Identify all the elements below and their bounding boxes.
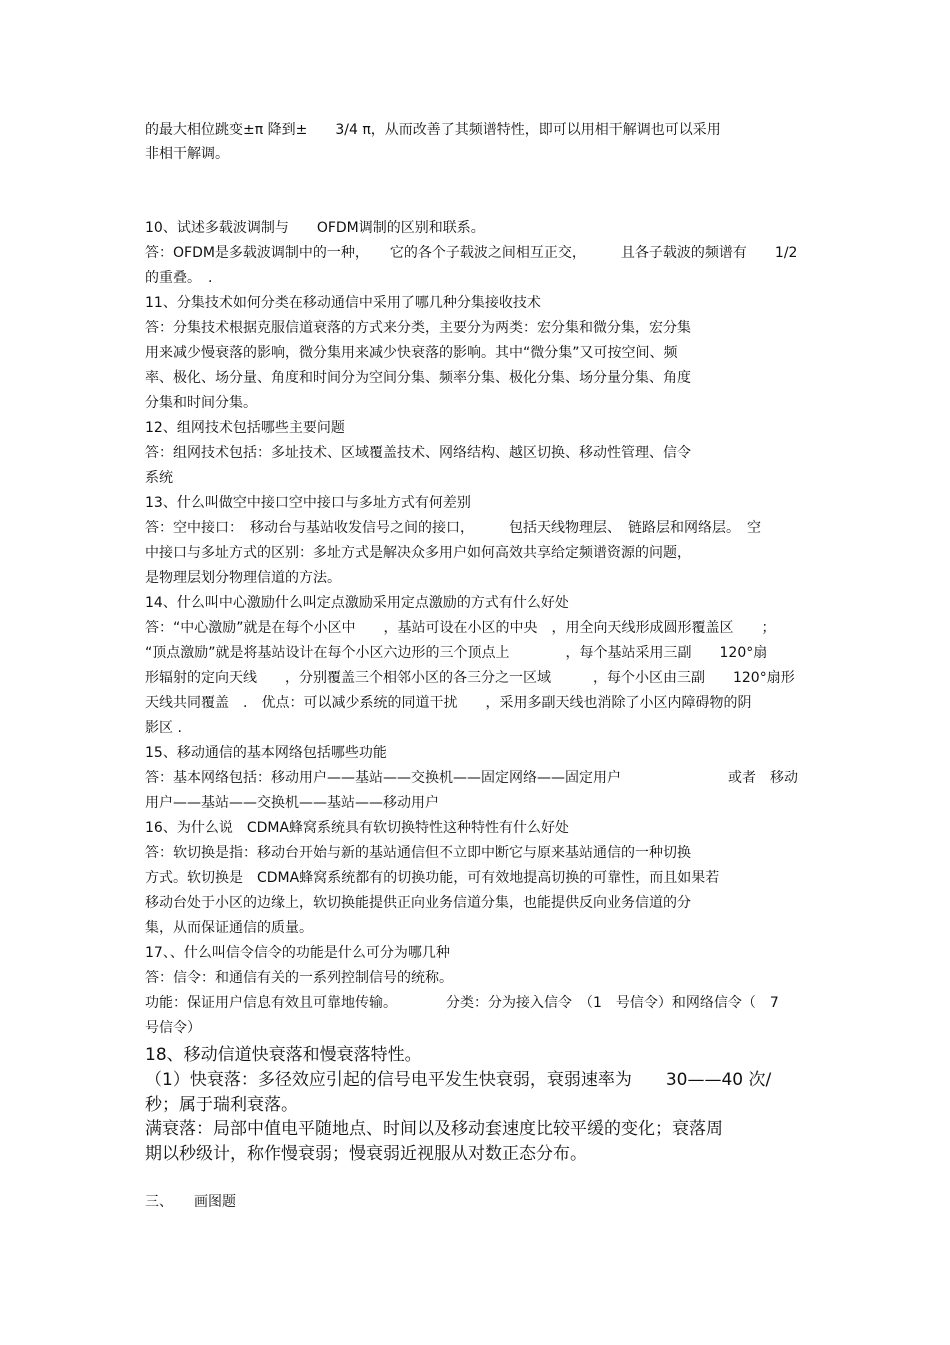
q13-answer-3: 是物理层划分物理信道的方法。	[145, 570, 341, 586]
q11-answer-4: 分集和时间分集。	[145, 395, 257, 411]
q11-answer-1: 答：分集技术根据克服信道衰落的方式来分类，主要分为两类：宏分集和微分集，宏分集	[145, 320, 691, 336]
q16-title: 16、为什么说 CDMA蜂窝系统具有软切换特性这种特性有什么好处	[145, 820, 570, 836]
q14-answer-1: 答：“中心激励”就是在每个小区中 ，基站可设在小区的中央 ，用全向天线形成圆形覆盖区 ；	[145, 620, 776, 636]
q16-answer-3: 移动台处于小区的边缘上，软切换能提供正向业务信道分集，也能提供反向业务信道的分	[145, 895, 691, 911]
q14-title: 14、什么叫中心激励什么叫定点激励采用定点激励的方式有什么好处	[145, 595, 569, 611]
q17-answer-3: 号信令）	[145, 1020, 201, 1036]
q15-answer-1: 答：基本网络包括：移动用户——基站——交换机——固定网络——固定用户	[145, 770, 621, 786]
q12-answer-2: 系统	[145, 470, 173, 486]
q15-answer-1-tail: 或者 移动	[728, 770, 798, 786]
line-2: 非相干解调。	[145, 146, 229, 162]
q11-title: 11、分集技术如何分类在移动通信中采用了哪几种分集接收技术	[145, 295, 541, 311]
q14-answer-5: 影区 .	[145, 720, 182, 736]
q17-answer-2: 功能：保证用户信息有效且可靠地传输。 分类：分为接入信令 （1 号信令）和网络信令（ 7	[145, 995, 779, 1011]
q13-title: 13、什么叫做空中接口空中接口与多址方式有何差别	[145, 495, 471, 511]
q12-title: 12、组网技术包括哪些主要问题	[145, 420, 345, 436]
q15-title: 15、移动通信的基本网络包括哪些功能	[145, 745, 387, 761]
q14-answer-3: 形辐射的定向天线 ，分别覆盖三个相邻小区的各三分之一区域 ，每个小区由三副 120°扇形	[145, 670, 795, 686]
q11-answer-3: 率、极化、场分量、角度和时间分为空间分集、频率分集、极化分集、场分量分集、角度	[145, 370, 691, 386]
q18-answer-3: 满衰落：局部中值电平随地点、时间以及移动套速度比较平缓的变化；衰落周	[145, 1119, 723, 1139]
q17-answer-1: 答：信令：和通信有关的一系列控制信号的统称。	[145, 970, 453, 986]
q16-answer-2: 方式。软切换是 CDMA蜂窝系统都有的切换功能，可有效地提高切换的可靠性，而且如果若	[145, 870, 720, 886]
q13-answer-1: 答：空中接口： 移动台与基站收发信号之间的接口， 包括天线物理层、 链路层和网络层。 空	[145, 520, 761, 536]
q12-answer-1: 答：组网技术包括：多址技术、区域覆盖技术、网络结构、越区切换、移动性管理、信令	[145, 445, 691, 461]
q17-title: 17、、什么叫信令信令的功能是什么可分为哪几种	[145, 945, 450, 961]
line-1: 的最大相位跳变±π 降到± 3/4 π，从而改善了其频谱特性，即可以用相干解调也可以采用	[145, 122, 721, 138]
q11-answer-2: 用来减少慢衰落的影响，微分集用来减少快衰落的影响。其中“微分集”又可按空间、频	[145, 345, 678, 361]
q10-answer-2: 的重叠。 .	[145, 270, 213, 286]
q16-answer-4: 集，从而保证通信的质量。	[145, 920, 313, 936]
q16-answer-1: 答：软切换是指：移动台开始与新的基站通信但不立即中断它与原来基站通信的一种切换	[145, 845, 691, 861]
q13-answer-2: 中接口与多址方式的区别：多址方式是解决众多用户如何高效共享给定频谱资源的问题，	[145, 545, 691, 561]
q18-title: 18、移动信道快衰落和慢衰落特性。	[145, 1045, 422, 1065]
q15-answer-2: 用户——基站——交换机——基站——移动用户	[145, 795, 439, 811]
q18-answer-2: 秒；属于瑞利衰落。	[145, 1095, 298, 1115]
q10-title: 10、试述多载波调制与 OFDM调制的区别和联系。	[145, 220, 485, 236]
q14-answer-2: “顶点激励”就是将基站设计在每个小区六边形的三个顶点上 ，每个基站采用三副 120°扇	[145, 645, 768, 661]
q10-answer-1: 答：OFDM是多载波调制中的一种， 它的各个子载波之间相互正交， 且各子载波的频谱有 1/2	[145, 245, 798, 261]
section-title: 三、 画图题	[145, 1194, 236, 1210]
q18-answer-1: （1）快衰落：多径效应引起的信号电平发生快衰弱，衰弱速率为 30——40 次/	[145, 1070, 772, 1090]
q14-answer-4: 天线共同覆盖 . 优点：可以减少系统的同道干扰 ，采用多副天线也消除了小区内障碍物的阴	[145, 695, 752, 711]
q18-answer-4: 期以秒级计，称作慢衰弱；慢衰弱近视服从对数正态分布。	[145, 1144, 587, 1164]
